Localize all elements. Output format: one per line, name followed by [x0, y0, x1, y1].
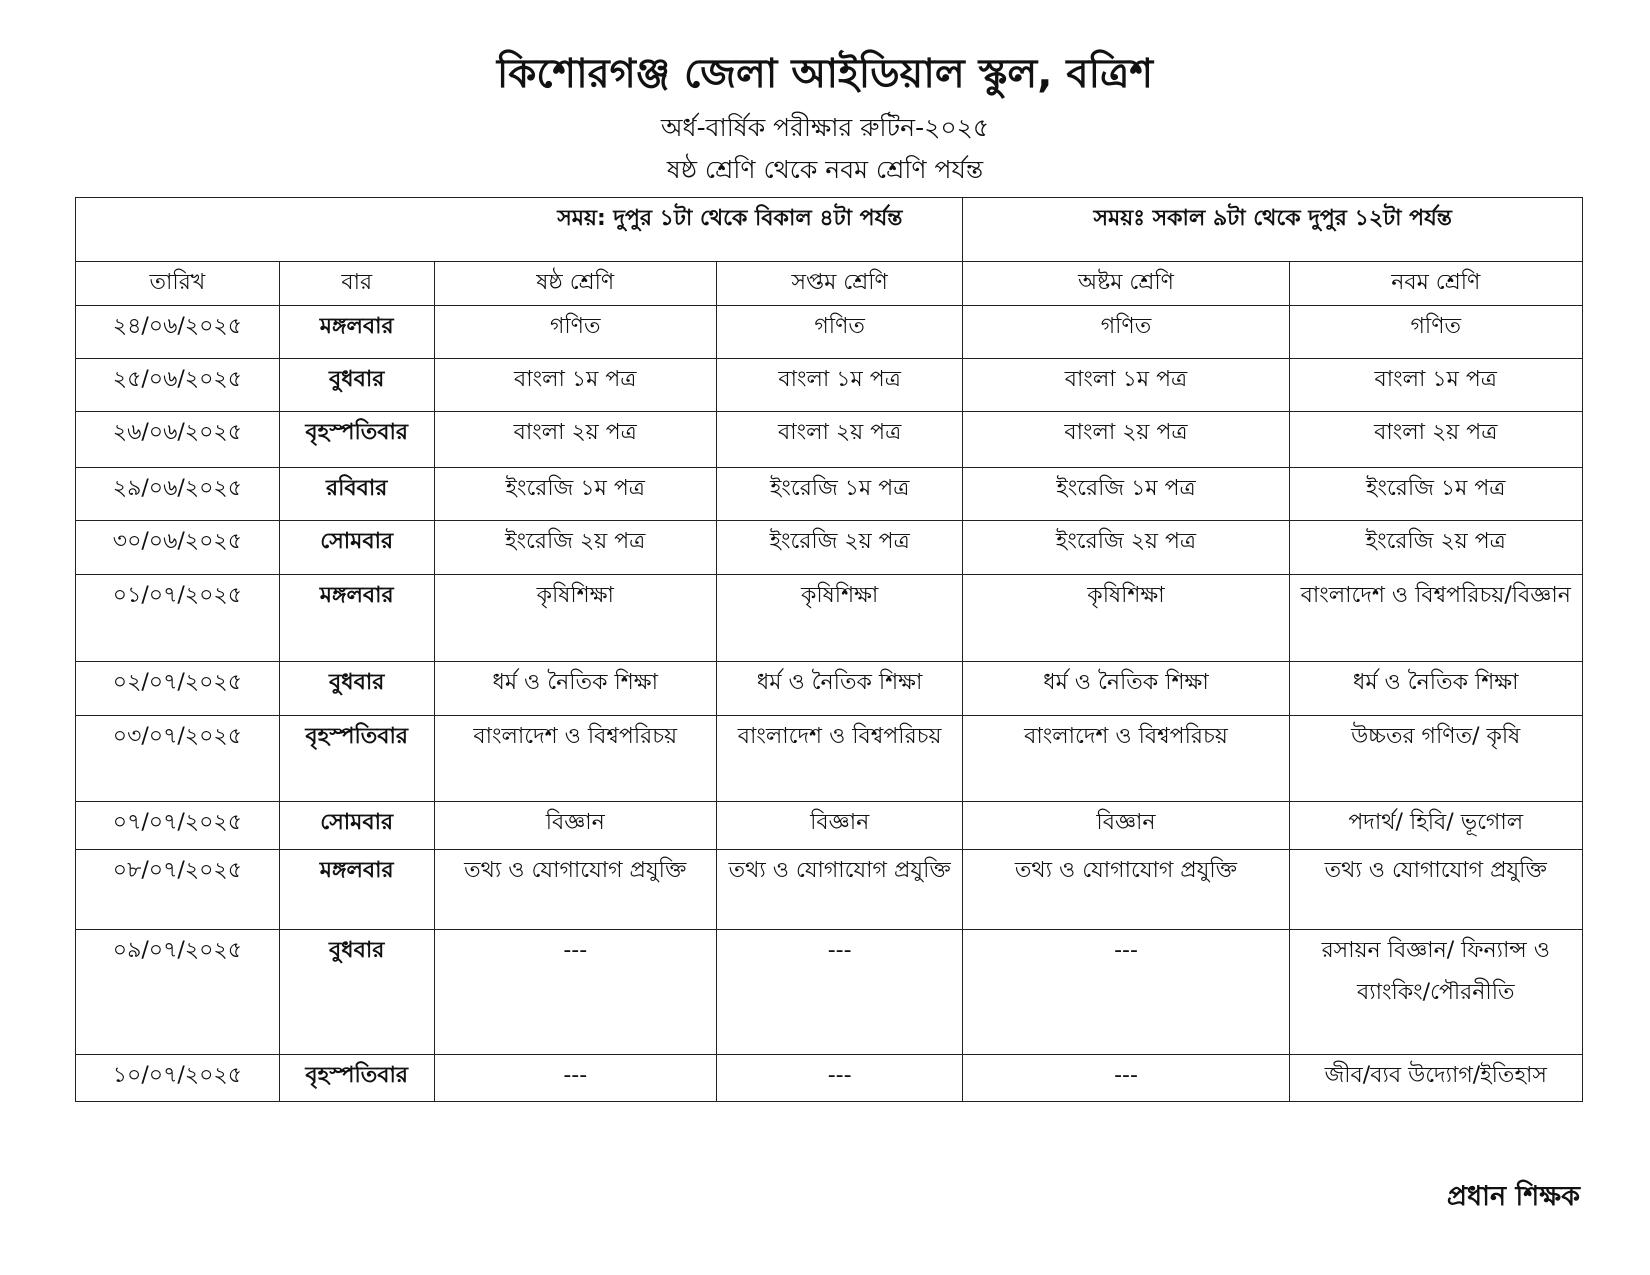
routine-body: [76, 198, 1583, 1102]
exam-date: ০৮/০৭/২০২৫: [76, 850, 280, 930]
class-6-subject: ইংরেজি ২য় পত্র: [434, 521, 716, 575]
class-6-subject: ---: [434, 930, 716, 1055]
class-8-subject: ইংরেজি ২য় পত্র: [963, 521, 1289, 575]
exam-day: মঙ্গলবার: [279, 575, 434, 662]
column-header-class-6: ষষ্ঠ শ্রেণি: [434, 262, 716, 306]
table-row: [76, 521, 1583, 575]
exam-day: বুধবার: [279, 930, 434, 1055]
table-row: [76, 575, 1583, 662]
class-9-subject: ধর্ম ও নৈতিক শিক্ষা: [1289, 662, 1583, 716]
class-9-subject: বাংলাদেশ ও বিশ্বপরিচয়/বিজ্ঞান: [1289, 575, 1583, 662]
column-header-class-8: অষ্টম শ্রেণি: [963, 262, 1289, 306]
table-row: [76, 930, 1583, 1055]
exam-day: বৃহস্পতিবার: [279, 716, 434, 802]
table-row: [76, 716, 1583, 802]
school-name: কিশোরগঞ্জ জেলা আইডিয়াল স্কুল, বত্রিশ: [496, 51, 1154, 97]
class-6-subject: গণিত: [434, 306, 716, 359]
class-9-subject: বাংলা ১ম পত্র: [1289, 359, 1583, 412]
class-8-subject: বাংলা ২য় পত্র: [963, 412, 1289, 468]
exam-date: ২৬/০৬/২০২৫: [76, 412, 280, 468]
class-7-subject: তথ্য ও যোগাযোগ প্রযুক্তি: [716, 850, 963, 930]
exam-day: মঙ্গলবার: [279, 306, 434, 359]
column-header-date: তারিখ: [76, 262, 280, 306]
class-7-subject: গণিত: [716, 306, 963, 359]
table-row: [76, 802, 1583, 850]
class-6-subject: ধর্ম ও নৈতিক শিক্ষা: [434, 662, 716, 716]
class-6-subject: তথ্য ও যোগাযোগ প্রযুক্তি: [434, 850, 716, 930]
class-7-subject: বাংলা ১ম পত্র: [716, 359, 963, 412]
exam-title: অর্ধ-বার্ষিক পরীক্ষার রুটিন-২০২৫: [660, 113, 990, 142]
exam-date: ৩০/০৬/২০২৫: [76, 521, 280, 575]
class-range: ষষ্ঠ শ্রেণি থেকে নবম শ্রেণি পর্যন্ত: [666, 155, 984, 184]
exam-day: রবিবার: [279, 468, 434, 521]
exam-date: ০১/০৭/২০২৫: [76, 575, 280, 662]
exam-day: সোমবার: [279, 802, 434, 850]
exam-date: ২৪/০৬/২০২৫: [76, 306, 280, 359]
class-9-subject: গণিত: [1289, 306, 1583, 359]
morning-time-cell: সময়ঃ সকাল ৯টা থেকে দুপুর ১২টা পর্যন্ত: [963, 198, 1583, 262]
class-9-subject: পদার্থ/ হিবি/ ভূগোল: [1289, 802, 1583, 850]
table-row: [76, 306, 1583, 359]
class-7-subject: ইংরেজি ২য় পত্র: [716, 521, 963, 575]
class-7-subject: বাংলা ২য় পত্র: [716, 412, 963, 468]
exam-date: ০৭/০৭/২০২৫: [76, 802, 280, 850]
class-8-subject: ইংরেজি ১ম পত্র: [963, 468, 1289, 521]
exam-date: ২৫/০৬/২০২৫: [76, 359, 280, 412]
headmaster-signature: প্রধান শিক্ষক: [1446, 1181, 1580, 1212]
class-8-subject: ধর্ম ও নৈতিক শিক্ষা: [963, 662, 1289, 716]
table-row: [76, 850, 1583, 930]
exam-date: ০৯/০৭/২০২৫: [76, 930, 280, 1055]
exam-day: বৃহস্পতিবার: [279, 1055, 434, 1102]
class-6-subject: বাংলা ১ম পত্র: [434, 359, 716, 412]
exam-day: বুধবার: [279, 359, 434, 412]
exam-routine-table: [75, 197, 1583, 1102]
class-6-subject: বিজ্ঞান: [434, 802, 716, 850]
class-7-subject: বাংলাদেশ ও বিশ্বপরিচয়: [716, 716, 963, 802]
class-7-subject: ---: [716, 930, 963, 1055]
class-8-subject: বাংলাদেশ ও বিশ্বপরিচয়: [963, 716, 1289, 802]
class-9-subject: উচ্চতর গণিত/ কৃষি: [1289, 716, 1583, 802]
class-6-subject: ইংরেজি ১ম পত্র: [434, 468, 716, 521]
class-8-subject: বাংলা ১ম পত্র: [963, 359, 1289, 412]
class-7-subject: ধর্ম ও নৈতিক শিক্ষা: [716, 662, 963, 716]
class-8-subject: বিজ্ঞান: [963, 802, 1289, 850]
column-header-day: বার: [279, 262, 434, 306]
table-row: [76, 412, 1583, 468]
class-9-subject: জীব/ব্যব উদ্যোগ/ইতিহাস: [1289, 1055, 1583, 1102]
table-row: [76, 359, 1583, 412]
exam-date: ০২/০৭/২০২৫: [76, 662, 280, 716]
column-header-row: [76, 262, 1583, 306]
exam-day: মঙ্গলবার: [279, 850, 434, 930]
exam-day: সোমবার: [279, 521, 434, 575]
exam-day: বৃহস্পতিবার: [279, 412, 434, 468]
time-row: [76, 198, 1583, 262]
exam-date: ২৯/০৬/২০২৫: [76, 468, 280, 521]
class-7-subject: ইংরেজি ১ম পত্র: [716, 468, 963, 521]
exam-date: ১০/০৭/২০২৫: [76, 1055, 280, 1102]
class-8-subject: ---: [963, 1055, 1289, 1102]
class-6-subject: কৃষিশিক্ষা: [434, 575, 716, 662]
class-9-subject: রসায়ন বিজ্ঞান/ ফিন্যান্স ও ব্যাংকিং/পৌরনীতি: [1289, 930, 1583, 1055]
class-8-subject: গণিত: [963, 306, 1289, 359]
table-row: [76, 662, 1583, 716]
class-9-subject: তথ্য ও যোগাযোগ প্রযুক্তি: [1289, 850, 1583, 930]
class-9-subject: ইংরেজি ১ম পত্র: [1289, 468, 1583, 521]
table-row: [76, 1055, 1583, 1102]
class-7-subject: ---: [716, 1055, 963, 1102]
exam-date: ০৩/০৭/২০২৫: [76, 716, 280, 802]
class-6-subject: ---: [434, 1055, 716, 1102]
class-9-subject: ইংরেজি ২য় পত্র: [1289, 521, 1583, 575]
column-header-class-9: নবম শ্রেণি: [1289, 262, 1583, 306]
class-7-subject: কৃষিশিক্ষা: [716, 575, 963, 662]
afternoon-time-cell: সময়: দুপুর ১টা থেকে বিকাল ৪টা পর্যন্ত: [76, 198, 963, 262]
class-7-subject: বিজ্ঞান: [716, 802, 963, 850]
class-8-subject: ---: [963, 930, 1289, 1055]
exam-day: বুধবার: [279, 662, 434, 716]
class-6-subject: বাংলাদেশ ও বিশ্বপরিচয়: [434, 716, 716, 802]
class-9-subject: বাংলা ২য় পত্র: [1289, 412, 1583, 468]
class-8-subject: কৃষিশিক্ষা: [963, 575, 1289, 662]
class-8-subject: তথ্য ও যোগাযোগ প্রযুক্তি: [963, 850, 1289, 930]
class-6-subject: বাংলা ২য় পত্র: [434, 412, 716, 468]
table-row: [76, 468, 1583, 521]
column-header-class-7: সপ্তম শ্রেণি: [716, 262, 963, 306]
